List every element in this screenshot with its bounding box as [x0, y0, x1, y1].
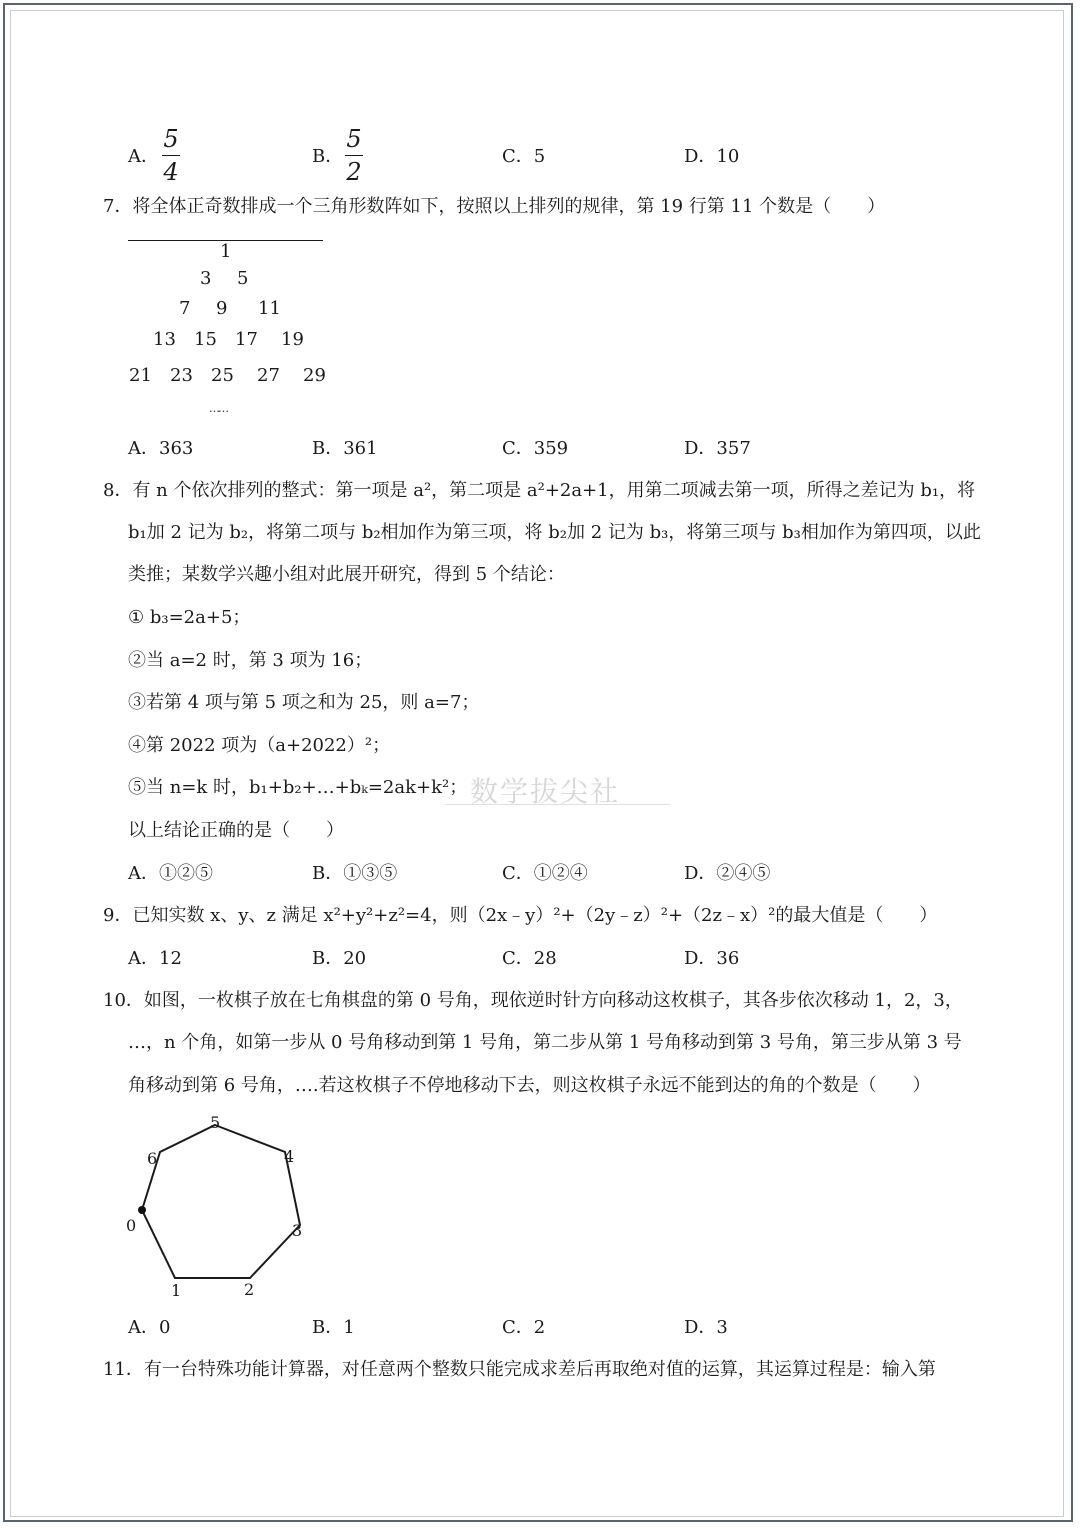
- q8-line2: b₁加 2 记为 b₂，将第二项与 b₂相加作为第三项，将 b₂加 2 记为 b₃，将第三项与 b₃相加作为第四项，以此: [128, 522, 981, 543]
- q10-line3: 角移动到第 6 号角，….若这枚棋子不停地移动下去，则这枚棋子永远不能到达的角的个数是（ ）: [128, 1075, 931, 1096]
- q6-option-a-fraction: [160, 126, 182, 185]
- q8-ask: 以上结论正确的是（ ）: [128, 820, 344, 841]
- q11-line1: 11．有一台特殊功能计算器，对任意两个整数只能完成求差后再取绝对值的运算，其运算过程是：输入第: [103, 1359, 936, 1380]
- q8-option-b: B．①③⑤: [312, 863, 398, 884]
- tri-4-4: 19: [281, 329, 304, 350]
- q9-option-b: B．20: [312, 948, 367, 969]
- q9-option-c: C．28: [502, 948, 557, 969]
- q6-option-b-fraction: [343, 126, 365, 185]
- vertex-label-3: 3: [292, 1221, 303, 1240]
- q8-line3: 类推；某数学兴趣小组对此展开研究，得到 5 个结论：: [128, 564, 565, 585]
- heptagon-shape: [142, 1125, 303, 1278]
- q7-option-d: D．357: [684, 438, 751, 459]
- numerator: 5: [163, 125, 179, 153]
- q6-option-a-letter: A．: [128, 146, 159, 167]
- q8-conclusion-4: ④第 2022 项为（a+2022）²；: [128, 735, 391, 756]
- q10-option-c: C．2: [502, 1317, 546, 1338]
- chess-piece-marker: [138, 1206, 146, 1214]
- q8-conclusion-1: ① b₃=2a+5；: [128, 607, 251, 628]
- q7-option-a: A．363: [128, 438, 194, 459]
- tri-3-1: 7: [179, 298, 191, 319]
- q8-conclusion-5: ⑤当 n=k 时，b₁+b₂+…+bₖ=2ak+k²；: [128, 777, 468, 798]
- tri-3-2: 9: [216, 298, 228, 319]
- tri-ellipsis: ……: [209, 402, 227, 415]
- q9-option-d: D．36: [684, 948, 740, 969]
- q9-stem: 9．已知实数 x、y、z 满足 x²+y²+z²=4，则（2x﹣y）²+（2y﹣z）²+（2z﹣x）²的最大值是（ ）: [103, 905, 938, 926]
- q8-conclusion-3: ③若第 4 项与第 5 项之和为 25，则 a=7；: [128, 692, 480, 713]
- vertex-label-1: 1: [171, 1281, 182, 1300]
- q6-option-d: D．10: [684, 146, 740, 167]
- vertex-label-4: 4: [284, 1147, 295, 1166]
- tri-5-3: 25: [211, 365, 234, 386]
- q10-option-b: B．1: [312, 1317, 355, 1338]
- q8-option-c: C．①②④: [502, 863, 588, 884]
- q8-line1: 8．有 n 个依次排列的整式：第一项是 a²，第二项是 a²+2a+1，用第二项减去第一项，所得之差记为 b₁，将: [103, 480, 976, 501]
- tri-5-5: 29: [303, 365, 326, 386]
- q9-option-a: A．12: [128, 948, 182, 969]
- denominator: 4: [163, 158, 179, 186]
- denominator: 2: [346, 158, 362, 186]
- q6-option-b-letter: B．: [312, 146, 344, 167]
- tri-4-1: 13: [153, 329, 176, 350]
- numerator: 5: [346, 125, 362, 153]
- heptagon-diagram: [120, 1110, 320, 1310]
- vertex-label-0: 0: [126, 1216, 137, 1235]
- tri-4-3: 17: [235, 329, 258, 350]
- tri-3-3: 11: [258, 298, 281, 319]
- tri-2-2: 5: [237, 268, 249, 289]
- q7-option-c: C．359: [502, 438, 569, 459]
- vertex-label-5: 5: [210, 1113, 221, 1132]
- q8-option-d: D．②④⑤: [684, 863, 771, 884]
- q8-conclusion-2: ②当 a=2 时，第 3 项为 16；: [128, 650, 373, 671]
- q10-option-d: D．3: [684, 1317, 728, 1338]
- q10-option-a: A．0: [128, 1317, 171, 1338]
- q10-line1: 10．如图，一枚棋子放在七角棋盘的第 0 号角，现依逆时针方向移动这枚棋子，其各步依次移动 1，2，3，: [103, 990, 963, 1011]
- q7-option-b: B．361: [312, 438, 378, 459]
- q6-option-c: C．5: [502, 146, 546, 167]
- tri-5-1: 21: [129, 365, 152, 386]
- q10-line2: …，n 个角，如第一步从 0 号角移动到第 1 号角，第二步从第 1 号角移动到第 3 号角，第三步从第 3 号: [128, 1032, 962, 1053]
- watermark-line: [445, 804, 670, 805]
- vertex-label-2: 2: [244, 1280, 255, 1299]
- q8-option-a: A．①②⑤: [128, 863, 213, 884]
- q7-stem: 7．将全体正奇数排成一个三角形数阵如下，按照以上排列的规律，第 19 行第 11 个数是（ ）: [103, 196, 886, 217]
- tri-4-2: 15: [194, 329, 217, 350]
- tri-5-2: 23: [170, 365, 193, 386]
- vertex-label-6: 6: [147, 1149, 158, 1168]
- tri-5-4: 27: [257, 365, 280, 386]
- tri-2-1: 3: [200, 268, 212, 289]
- watermark: 数学拔尖社: [470, 775, 621, 808]
- tri-1-1: 1: [220, 241, 232, 262]
